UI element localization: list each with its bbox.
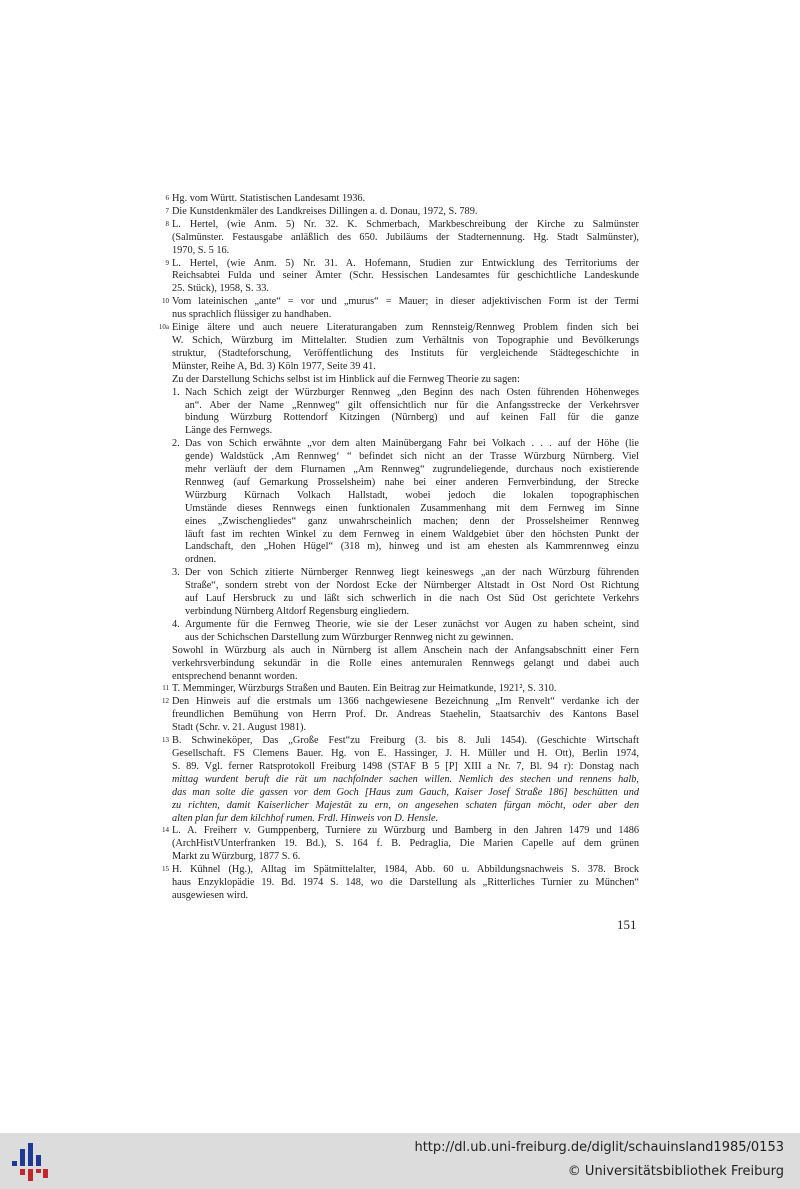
- list-item-4: [160, 619, 639, 645]
- ub-freiburg-logo-icon[interactable]: [10, 1141, 50, 1183]
- footnotes-block: [160, 193, 639, 903]
- footnote-9: [160, 258, 639, 297]
- footnote-number: 9: [165, 258, 169, 267]
- footnote-8: [160, 219, 639, 258]
- footnote-number: 8: [165, 219, 169, 228]
- list-item-text: mehr verläuft der dem Flurnamen „Am Rennweg“ zugrundeliegende, durchaus noch existierende: [185, 464, 639, 476]
- footnote-text: Einige ältere und auch neuere Literaturangaben zum Rennsteig/Rennweg Problem finden sich bei: [172, 322, 639, 334]
- list-item-1: [160, 387, 639, 439]
- footnote-text: (Salmünster. Festausgabe anläßlich des 650. Jubiläums der Stadternennung. Hg. Stadt Salmünster),: [172, 231, 639, 243]
- footnote-11: [160, 683, 639, 696]
- list-item-text: Würzburg Kürnach Volkach Hallstadt, wobei jedoch die lokalen topographischen: [185, 489, 639, 501]
- intro-line: Zu der Darstellung Schichs selbst ist im Hinblick auf die Fernweg Theorie zu sagen:: [172, 373, 520, 385]
- list-item-text: läuft fast im rechten Winkel zu dem Fernweg in einem Waldgebiet über den höchsten Punkt der: [185, 528, 639, 540]
- list-item-text: Argumente für die Fernweg Theorie, wie sie der Leser zunächst vor Augen zu haben scheint, sind: [185, 618, 639, 630]
- footnote-text: alten plan fur dem kilchhof rumen. Frdl. Hinweis von D. Hensle.: [172, 812, 439, 824]
- footnote-text: ausgewiesen wird.: [172, 889, 249, 901]
- footnote-text: mittag wurdent beruft die rät um nachfolnder sachen willen. Nemlich des stechen und rennens halb,: [172, 773, 639, 785]
- footnote-text: W. Schich, Würzburg im Mittelalter. Studien zum Verhältnis von Topographie und Bevölkerungs: [172, 334, 639, 346]
- footnote-number: 7: [165, 206, 169, 215]
- list-item-text: gende) Waldstück ‚Am Rennweg‘ “ befindet sich nicht an der Trasse Würzburg Nürnberg. Viel: [185, 451, 639, 463]
- footnote-number: 15: [162, 865, 169, 874]
- footnote-number: 10: [162, 297, 169, 306]
- footnote-text: Stadt (Schr. v. 21. August 1981).: [172, 722, 307, 734]
- footnote-text: Hg. vom Württ. Statistischen Landesamt 1936.: [172, 193, 366, 204]
- list-item-text: ordnen.: [185, 554, 217, 566]
- list-item-number: 1.: [172, 386, 180, 398]
- summary-paragraph: [160, 645, 639, 684]
- viewer-footer-bar: [0, 1133, 800, 1189]
- footnote-text: Den Hinweis auf die erstmals um 1366 nachgewiesene Bezeichnung „Im Renvelt“ verdanke ich der: [172, 696, 639, 708]
- footnote-text: B. Schwineköper, Das „Große Fest“zu Freiburg (3. bis 8. Juli 1454). (Geschichte Wirtschaft: [172, 735, 639, 747]
- list-item-text: eines „Zwischengliedes“ ganz unwahrscheinlich machen; denn der Prosselsheimer Rennweg: [185, 515, 639, 527]
- footnote-text: (ArchHistVUnterfranken 19. Bd.), S. 164 f. B. Pedraglia, Die Marien Capelle auf dem grünen: [172, 838, 639, 850]
- list-item-text: Landschaft, den „Hohen Hügel“ (318 m), hinweg und ist am ehesten als Kammrennweg einzu: [185, 541, 639, 553]
- footnote-text: Die Kunstdenkmäler des Landkreises Dillingen a. d. Donau, 1972, S. 789.: [172, 205, 478, 217]
- list-item-text: Nach Schich zeigt der Würzburger Rennweg „den Beginn des nach Osten führenden Höhenweges: [185, 386, 639, 398]
- footnote-text: das man solte die gassen vor dem Goch [Haus zum Gauch, Kaiser Josef Straße 186] beschütten und: [172, 786, 639, 798]
- footnote-number: 12: [162, 697, 169, 706]
- list-item-number: 3.: [172, 567, 180, 579]
- footnote-text: Gesellschaft. FS Clemens Bauer. Hg. von E. Hassinger, J. H. Müller und H. Ott), Berlin 1974,: [172, 747, 639, 759]
- footnote-14: [160, 825, 639, 864]
- footnote-text: nus sprachlich flüssiger zu handhaben.: [172, 309, 332, 321]
- footnote-text: Reichsabtei Fulda und seiner Ämter (Schr. Hessischen Landesamtes für geschichtliche Landeskunde: [172, 270, 639, 282]
- footnote-text: Vom lateinischen „ante“ = vor und „murus“ = Mauer; in dieser adjektivischen Form ist der Termi: [172, 296, 639, 308]
- summary-line: entsprechend benannt worden.: [172, 670, 298, 682]
- list-item-text: Länge des Fernwegs.: [185, 425, 273, 437]
- footnote-12: [160, 696, 639, 735]
- footnote-text: freundlichen Bemühung von Herrn Prof. Dr. Andreas Staehelin, Staatsarchiv des Kantons Basel: [172, 709, 639, 721]
- list-item-text: Umstände dieses Rennwegs einen funktionalen Zusammenhang mit dem Fernweg im Sinne: [185, 502, 639, 514]
- footnote-text: 1970, S. 5 16.: [172, 244, 230, 256]
- list-item-number: 4.: [172, 618, 180, 630]
- footnote-10: [160, 296, 639, 322]
- footnote-text: T. Memminger, Würzburgs Straßen und Bauten. Ein Beitrag zur Heimatkunde, 1921², S. 310.: [172, 683, 557, 695]
- list-item-2: [160, 438, 639, 567]
- footnote-7: [160, 206, 639, 219]
- summary-line: verkehrsverbindung sekundär in die Rolle eines antemuralen Rennwegs gelangt und dabei auch: [172, 657, 639, 669]
- list-item-text: auf Lauf Hersbruck zu und läßt sich schwerlich in die nach Ost Süd Ost gerichtete Verkehrs: [185, 593, 639, 605]
- footnote-number: 6: [165, 194, 169, 202]
- footnote-text: L. Hertel, (wie Anm. 5) Nr. 31. A. Hofemann, Studien zur Entwicklung des Territoriums der: [172, 257, 639, 269]
- list-item-text: Das von Schich erwähnte „vor dem alten Mainübergang Fahr bei Volkach . . . auf der Höhe (lie: [185, 438, 639, 450]
- footnote-text: L. A. Freiherr v. Gumppenberg, Turniere zu Würzburg und Bamberg in den Jahren 1479 und 1486: [172, 825, 639, 837]
- footnote-number: 10a: [158, 323, 169, 332]
- footnote-number: 11: [162, 684, 169, 693]
- intro-paragraph: [160, 374, 639, 387]
- footnote-number: 14: [162, 826, 169, 835]
- list-item-text: an“. Aber der Name „Rennweg“ gilt offensichtlich nur für die Anfangsstrecke der Verkehrsver: [185, 399, 639, 411]
- footnote-text: 25. Stück), 1958, S. 33.: [172, 283, 269, 295]
- footnote-text: haus Enzyklopädie 19. Bd. 1974 S. 148, wo die Darstellung als „Ritterliches Turnier zu München“: [172, 877, 639, 889]
- footnote-text: Münster, Reihe A, Bd. 3) Köln 1977, Seite 39 41.: [172, 360, 376, 372]
- list-item-text: Straße“, sondern strebt von der Nordost Ecke der Nürnberger Altstadt in Ost Nord Ost Richtung: [185, 580, 639, 592]
- list-item-text: Der von Schich zitierte Nürnberger Rennweg liegt keineswegs „an der nach Würzburg führenden: [185, 567, 639, 579]
- copyright-notice: © Universitätsbibliothek Freiburg: [567, 1164, 784, 1179]
- list-item-text: aus der Schichschen Darstellung zum Würzburger Rennweg nicht zu gewinnen.: [185, 631, 514, 643]
- footnote-text: S. 89. Vgl. ferner Ratsprotokoll Freiburg 1498 (STAF B 5 [P] XIII a Nr. 7, Bl. 94 r): Donstag nach: [172, 760, 639, 772]
- source-url-link[interactable]: http://dl.ub.uni-freiburg.de/diglit/schauinsland1985/0153: [414, 1140, 784, 1155]
- footnote-text: L. Hertel, (wie Anm. 5) Nr. 32. K. Schmerbach, Markbeschreibung der Kirche zu Salmünster: [172, 218, 639, 230]
- list-item-3: [160, 567, 639, 619]
- footnote-text: H. Kühnel (Hg.), Alltag im Spätmittelalter, 1984, Abb. 60 u. Abbildungsnachweis S. 378. Brock: [172, 864, 639, 876]
- summary-line: Sowohl in Würzburg als auch in Nürnberg ist allem Anschein nach der Anfangsabschnitt einer Fern: [172, 644, 639, 656]
- footnote-13: [160, 735, 639, 825]
- footnote-text: Markt zu Würzburg, 1877 S. 6.: [172, 851, 301, 863]
- list-item-text: bindung Würzburg Rottendorf Kitzingen (Nürnberg) und auf keinen Fall für die ganze: [185, 412, 639, 424]
- footnote-text: zu richten, damit Kaiserlicher Majestät zu ern, on angesehen schaten fürgan möcht, oder aber den: [172, 799, 639, 811]
- list-item-text: verbindung Nürnberg Altdorf Regensburg eingliedern.: [185, 606, 410, 617]
- footnote-number: 13: [162, 736, 169, 745]
- list-item-text: Rennweg (auf Gemarkung Prosselsheim) nahe bei einer anderen Fernverbindung, der Strecke: [185, 476, 639, 488]
- footnote-15: [160, 864, 639, 903]
- footnote-6: [160, 193, 639, 206]
- footnote-10a: [160, 322, 639, 374]
- page-number: 151: [617, 917, 637, 932]
- list-item-number: 2.: [172, 438, 180, 450]
- footnote-text: struktur, (Stadteforschung, Veröffentlichung des Instituts für vergleichende Städtegeschichte in: [172, 347, 639, 359]
